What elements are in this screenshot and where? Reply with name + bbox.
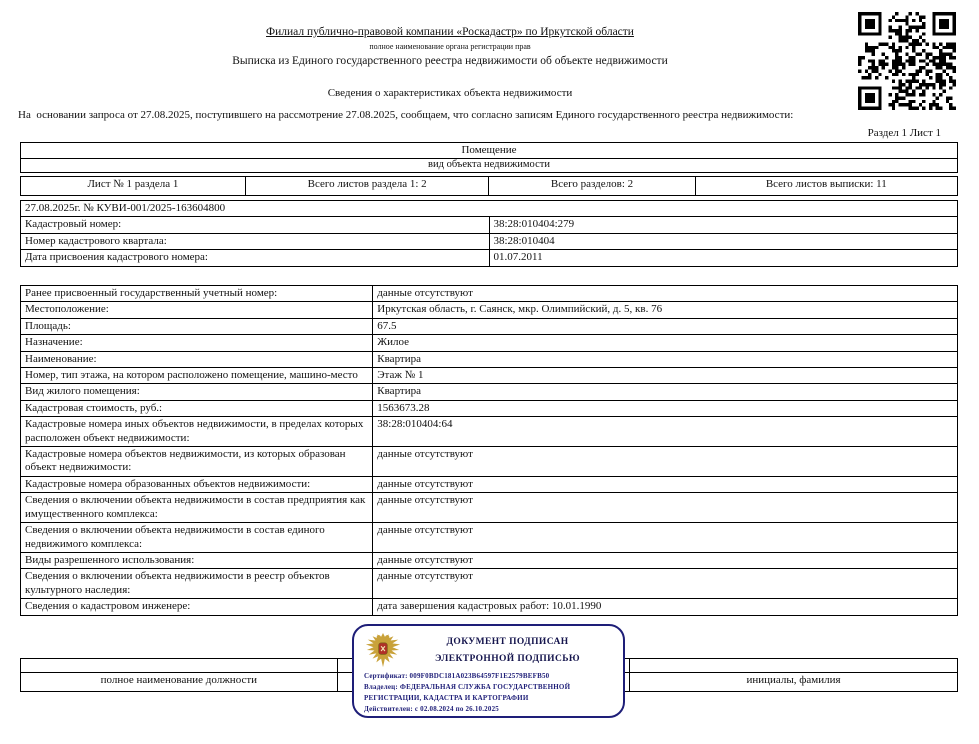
row-value: данные отсутствуют: [373, 447, 958, 477]
row-label: Назначение:: [21, 335, 373, 351]
qr-code: [856, 12, 958, 110]
section-title: Сведения о характеристиках объекта недвижимости: [327, 87, 573, 99]
row-value: 67.5: [373, 318, 958, 334]
row-value: 38:28:010404: [489, 233, 958, 249]
row-value: Этаж № 1: [373, 368, 958, 384]
row-label: Вид жилого помещения:: [21, 384, 373, 400]
electronic-signature-stamp: [352, 624, 625, 718]
row-label: Виды разрешенного использования:: [21, 552, 373, 568]
stamp-owner-line2: РЕГИСТРАЦИИ, КАДАСТРА И КАРТОГРАФИИ: [364, 693, 529, 702]
stamp-title-line1: ДОКУМЕНТ ПОДПИСАН: [446, 636, 569, 647]
signature-space: [630, 659, 958, 673]
row-value: данные отсутствуют: [373, 286, 958, 302]
row-value: данные отсутствуют: [373, 569, 958, 599]
row-value: Жилое: [373, 335, 958, 351]
stamp-owner-line1: Владелец: ФЕДЕРАЛЬНАЯ СЛУЖБА ГОСУДАРСТВЕННОЙ: [364, 682, 571, 691]
org-subtitle: полное наименование органа регистрации прав: [369, 42, 531, 51]
row-label: Сведения о включении объекта недвижимости в реестр объектов культурного наследия:: [21, 569, 373, 599]
row-value: данные отсутствуют: [373, 493, 958, 523]
row-label: Кадастровые номера объектов недвижимости, из которых образован объект недвижимости:: [21, 447, 373, 477]
sheet-info-cell: Всего листов выписки: 11: [695, 177, 957, 196]
row-value: Квартира: [373, 384, 958, 400]
object-type-table: [20, 142, 958, 173]
row-label: Номер кадастрового квартала:: [21, 233, 490, 249]
row-label: Дата присвоения кадастрового номера:: [21, 250, 490, 266]
name-caption: инициалы, фамилия: [630, 673, 958, 692]
row-label: Ранее присвоенный государственный учетный номер:: [21, 286, 373, 302]
row-value: 38:28:010404:279: [489, 217, 958, 233]
position-caption: полное наименование должности: [21, 673, 338, 692]
request-basis-line: На основании запроса от 27.08.2025, поступившего на рассмотрение 27.08.2025, сообщаем, что согласно записям Единого государственного реестра недвижимости:: [18, 109, 794, 121]
stamp-validity: Действителен: с 02.08.2024 по 26.10.2025: [364, 704, 499, 713]
row-value: 1563673.28: [373, 400, 958, 416]
sheet-info-cell: Всего разделов: 2: [489, 177, 695, 196]
row-value: Квартира: [373, 351, 958, 367]
row-value: данные отсутствуют: [373, 476, 958, 492]
row-value: 38:28:010404:64: [373, 417, 958, 447]
row-label: Наименование:: [21, 351, 373, 367]
row-label: Сведения о включении объекта недвижимости в состав единого недвижимого комплекса:: [21, 523, 373, 553]
org-title-text: Филиал публично-правовой компании «Роскадастр» по Иркутской области: [266, 26, 634, 38]
org-title: [20, 26, 880, 38]
row-value: данные отсутствуют: [373, 523, 958, 553]
row-label: Номер, тип этажа, на котором расположено помещение, машино-место: [21, 368, 373, 384]
row-label: Кадастровый номер:: [21, 217, 490, 233]
row-label: Кадастровая стоимость, руб.:: [21, 400, 373, 416]
row-value: дата завершения кадастровых работ: 10.01.1990: [373, 599, 958, 615]
sheet-info-cell: Лист № 1 раздела 1: [21, 177, 246, 196]
section-sheet-label: Раздел 1 Лист 1: [867, 127, 941, 139]
row-label: Сведения о включении объекта недвижимости в состав предприятия как имущественного комплекса:: [21, 493, 373, 523]
document-title: Выписка из Единого государственного реестра недвижимости об объекте недвижимости: [232, 55, 668, 67]
row-label: Местоположение:: [21, 302, 373, 318]
stamp-certificate: Сертификат: 009F0BDC181A023B64597F1E2579BEFB50: [364, 672, 550, 680]
row-value: Иркутская область, г. Саянск, мкр. Олимпийский, д. 5, кв. 76: [373, 302, 958, 318]
sheet-info-cell: Всего листов раздела 1: 2: [245, 177, 489, 196]
row-label: Сведения о кадастровом инженере:: [21, 599, 373, 615]
request-number: 27.08.2025г. № КУВИ-001/2025-163604800: [21, 201, 958, 217]
row-label: Кадастровые номера образованных объектов недвижимости:: [21, 476, 373, 492]
cadastral-table: [20, 200, 958, 267]
russian-coat-of-arms-icon: [364, 631, 402, 671]
object-type-caption: вид объекта недвижимости: [21, 159, 958, 173]
row-value: 01.07.2011: [489, 250, 958, 266]
row-label: Кадастровые номера иных объектов недвижимости, в пределах которых расположен объект недвижимости:: [21, 417, 373, 447]
details-table: [20, 285, 958, 616]
stamp-title-line2: ЭЛЕКТРОННОЙ ПОДПИСЬЮ: [434, 654, 580, 664]
sheet-info-table: [20, 176, 958, 196]
row-label: Площадь:: [21, 318, 373, 334]
row-value: данные отсутствуют: [373, 552, 958, 568]
object-type-value: Помещение: [21, 143, 958, 159]
signature-space: [21, 659, 338, 673]
